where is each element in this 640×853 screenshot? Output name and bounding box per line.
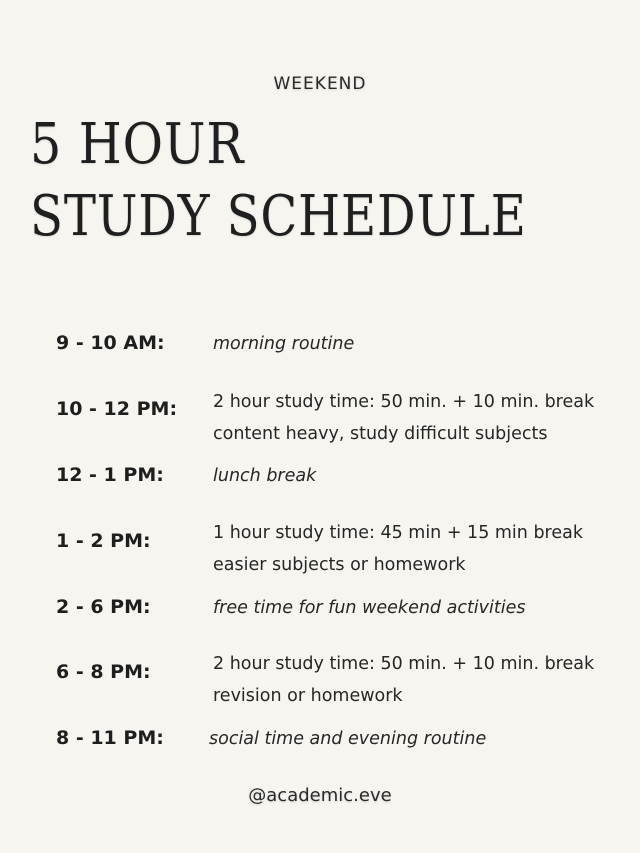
schedule-desc-line: revision or homework (213, 686, 403, 706)
schedule-time-2-6pm: 2 - 6 PM: (56, 596, 151, 618)
schedule-time-9-10am: 9 - 10 AM: (56, 332, 165, 354)
schedule-desc-2-6pm (213, 592, 526, 624)
schedule-desc-line: easier subjects or homework (213, 555, 466, 575)
schedule-desc-line: 1 hour study time: 45 min + 15 min break (213, 523, 583, 543)
schedule-desc-12-1pm (213, 460, 316, 492)
schedule-desc-line: content heavy, study difficult subjects (213, 424, 548, 444)
schedule-desc-line: social time and evening routine (209, 729, 487, 749)
schedule-desc-line: 2 hour study time: 50 min. + 10 min. break (213, 654, 595, 674)
schedule-desc-6-8pm (213, 648, 594, 712)
schedule-time-10-12pm: 10 - 12 PM: (56, 398, 178, 420)
schedule-time-8-11pm: 8 - 11 PM: (56, 727, 164, 749)
schedule-desc-8-11pm (209, 723, 486, 755)
page-title-line-2: STUDY SCHEDULE (30, 184, 527, 249)
schedule-desc-line: free time for fun weekend activities (213, 598, 526, 618)
schedule-desc-line: lunch break (213, 466, 317, 486)
schedule-time-1-2pm: 1 - 2 PM: (56, 530, 151, 552)
schedule-time-6-8pm: 6 - 8 PM: (56, 661, 151, 683)
schedule-time-12-1pm: 12 - 1 PM: (56, 464, 164, 486)
schedule-desc-1-2pm (213, 517, 583, 581)
page-title-line-1: 5 HOUR (30, 112, 245, 177)
schedule-desc-9-10am (213, 328, 354, 360)
schedule-desc-10-12pm (213, 386, 594, 450)
schedule-desc-line: 2 hour study time: 50 min. + 10 min. break (213, 392, 595, 412)
author-handle: @academic.eve (248, 785, 392, 806)
schedule-desc-line: morning routine (213, 334, 355, 354)
eyebrow-label: WEEKEND (273, 74, 367, 94)
